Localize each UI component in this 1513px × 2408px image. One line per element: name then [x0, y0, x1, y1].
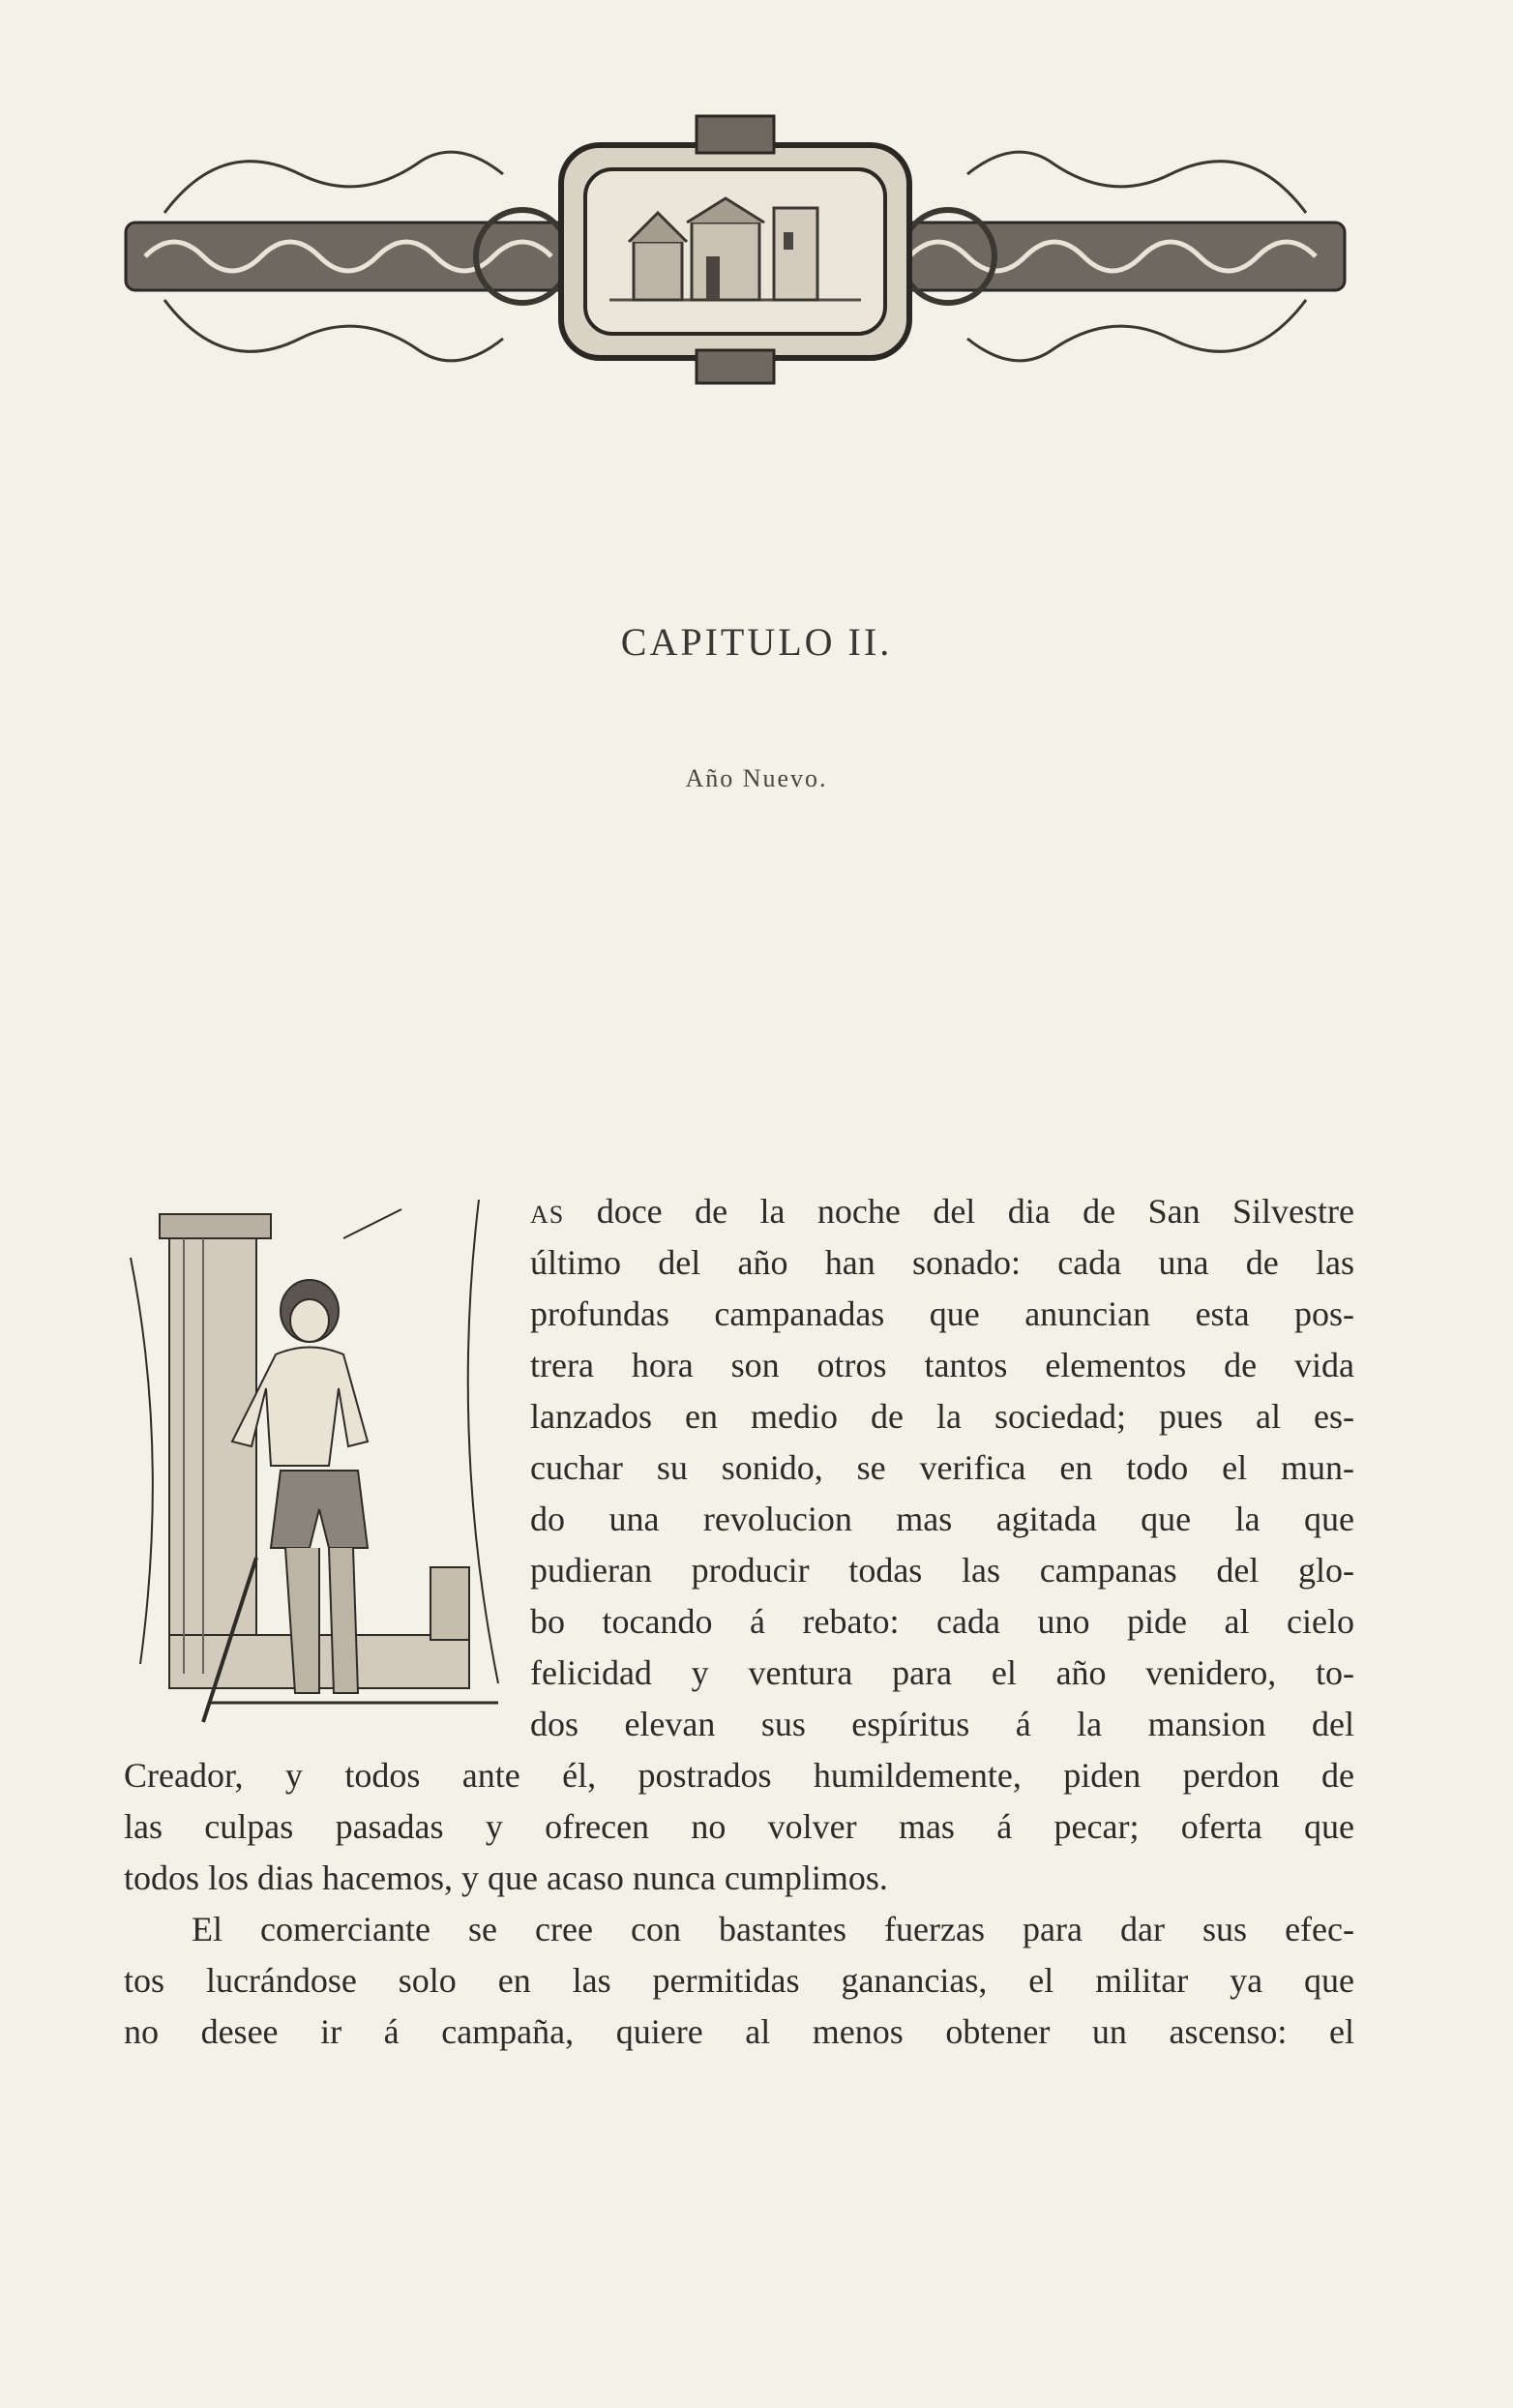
- text-line: dos elevan sus espíritus á la mansion del: [530, 1705, 1354, 1743]
- text-line: profundas campanadas que anuncian esta pos-: [530, 1294, 1354, 1333]
- text-line: cuchar su sonido, se verifica en todo el mun-: [530, 1448, 1354, 1487]
- text-line: do una revolucion mas agitada que la que: [530, 1500, 1354, 1538]
- text-line: lanzados en medio de la sociedad; pues al es-: [530, 1397, 1354, 1436]
- text-line: no desee ir á campaña, quiere al menos obtener un ascenso: el: [124, 2012, 1354, 2051]
- text-line: último del año han sonado: cada una de las: [530, 1243, 1354, 1282]
- text-line: todos los dias hacemos, y que acaso nunca cumplimos.: [124, 1858, 888, 1897]
- chapter-title: CAPITULO II.: [620, 620, 893, 664]
- text-line: trera hora son otros tantos elementos de vida: [530, 1346, 1354, 1384]
- text-line: tos lucrándose solo en las permitidas ganancias, el militar ya que: [124, 1961, 1354, 2000]
- text-line: El comerciante se cree con bastantes fuerzas para dar sus efec-: [192, 1910, 1354, 1948]
- first-word-caps: AS: [530, 1201, 565, 1229]
- text-line: felicidad y ventura para el año venidero, to-: [530, 1653, 1354, 1692]
- text-line-content: doce de la noche del dia de San Silvestre: [564, 1192, 1354, 1231]
- chapter-subtitle: Año Nuevo.: [685, 764, 828, 792]
- text-line: [530, 1192, 1354, 1234]
- text-line: Creador, y todos ante él, postrados humildemente, piden perdon de: [124, 1756, 1354, 1795]
- text-line: pudieran producir todas las campanas del glo-: [530, 1551, 1354, 1590]
- text-line: bo tocando á rebato: cada uno pide al cielo: [530, 1602, 1354, 1641]
- text-line: las culpas pasadas y ofrecen no volver mas á pecar; oferta que: [124, 1807, 1354, 1846]
